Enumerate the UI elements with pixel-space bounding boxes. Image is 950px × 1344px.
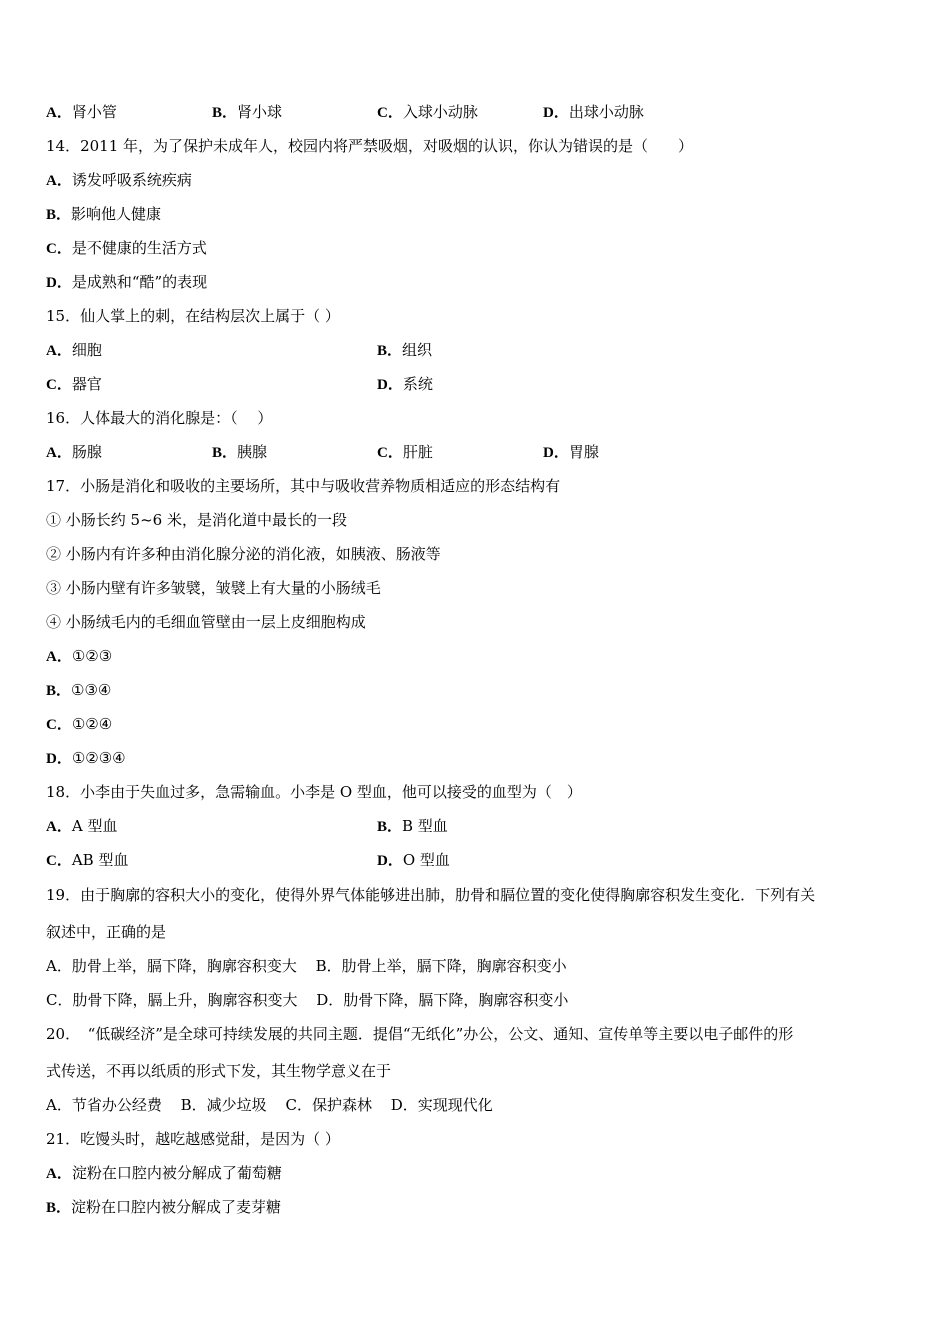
q13-option-d: D．出球小动脉 bbox=[543, 103, 644, 121]
q18-option-c: C．AB 型血 bbox=[46, 851, 129, 869]
q18-option-d: D．O 型血 bbox=[377, 851, 450, 869]
q15-options-row1 bbox=[46, 340, 906, 360]
q19-option-a: A．肋骨上举，膈下降，胸廓容积变大 bbox=[46, 957, 297, 975]
q18-options-row2 bbox=[46, 850, 906, 870]
q17-statement-1: ① 小肠长约 5~6 米，是消化道中最长的一段 bbox=[46, 511, 347, 529]
q16-option-b: B．胰腺 bbox=[212, 443, 268, 461]
q13-options bbox=[46, 102, 906, 122]
q19-options-row1 bbox=[46, 956, 567, 976]
q14-option-d: D．是成熟和“酷”的表现 bbox=[46, 273, 208, 291]
q18-options-row1 bbox=[46, 816, 906, 836]
q21-option-b: B．淀粉在口腔内被分解成了麦芽糖 bbox=[46, 1198, 282, 1216]
q15-options-row2 bbox=[46, 374, 906, 394]
q17-statement-4: ④ 小肠绒毛内的毛细血管壁由一层上皮细胞构成 bbox=[46, 613, 366, 631]
q17-statement-3: ③ 小肠内壁有许多皱襞，皱襞上有大量的小肠绒毛 bbox=[46, 579, 381, 597]
q17-stem: 17．小肠是消化和吸收的主要场所，其中与吸收营养物质相适应的形态结构有 bbox=[46, 477, 561, 495]
q19-option-b: B．肋骨上举，膈下降，胸廓容积变小 bbox=[315, 957, 567, 975]
q19-stem-line2: 叙述中，正确的是 bbox=[46, 923, 167, 941]
q20-stem-line1: 20． “低碳经济”是全球可持续发展的共同主题．提倡“无纸化”办公，公文、通知、宣传单等主要以电子邮件的形 bbox=[46, 1025, 794, 1043]
q19-option-c: C．肋骨下降，膈上升，胸廓容积变大 bbox=[46, 991, 298, 1009]
q15-option-b: B．组织 bbox=[377, 341, 433, 359]
q16-stem: 16．人体最大的消化腺是：（ ） bbox=[46, 409, 273, 427]
q17-option-d: D．①②③④ bbox=[46, 749, 126, 767]
q21-option-a: A．淀粉在口腔内被分解成了葡萄糖 bbox=[46, 1164, 282, 1182]
q14-option-a: A．诱发呼吸系统疾病 bbox=[46, 171, 192, 189]
q15-stem: 15．仙人掌上的刺，在结构层次上属于（ ） bbox=[46, 307, 340, 325]
q18-stem: 18．小李由于失血过多，急需输血。小李是 O 型血，他可以接受的血型为（ ） bbox=[46, 783, 582, 801]
q19-options-row2 bbox=[46, 990, 568, 1010]
q19-option-d: D．肋骨下降，膈下降，胸廓容积变小 bbox=[316, 991, 569, 1009]
q16-option-c: C．肝脏 bbox=[377, 443, 433, 461]
q13-option-b: B．肾小球 bbox=[212, 103, 283, 121]
q16-option-d: D．胃腺 bbox=[543, 443, 599, 461]
q17-statement-2: ② 小肠内有许多种由消化腺分泌的消化液，如胰液、肠液等 bbox=[46, 545, 441, 563]
q19-stem-line1: 19．由于胸廓的容积大小的变化，使得外界气体能够进出肺，肋骨和膈位置的变化使得胸廓容积发生变化．下列有关 bbox=[46, 886, 816, 904]
q17-option-a: A．①②③ bbox=[46, 647, 113, 665]
q15-option-c: C．器官 bbox=[46, 375, 102, 393]
q20-option-d: D．实现现代化 bbox=[390, 1096, 493, 1114]
q14-option-b: B．影响他人健康 bbox=[46, 205, 162, 223]
q17-option-c: C．①②④ bbox=[46, 715, 113, 733]
q13-option-a: A．肾小管 bbox=[46, 103, 117, 121]
q18-option-b: B．B 型血 bbox=[377, 817, 448, 835]
q20-options bbox=[46, 1095, 493, 1115]
q14-option-c: C．是不健康的生活方式 bbox=[46, 239, 207, 257]
q20-option-b: B．减少垃圾 bbox=[180, 1096, 267, 1114]
q15-option-d: D．系统 bbox=[377, 375, 433, 393]
q16-option-a: A．肠腺 bbox=[46, 443, 102, 461]
q14-stem: 14．2011 年，为了保护未成年人，校园内将严禁吸烟，对吸烟的认识，你认为错误的是（ ） bbox=[46, 137, 694, 155]
q20-stem-line2: 式传送，不再以纸质的形式下发，其生物学意义在于 bbox=[46, 1062, 392, 1080]
q20-option-c: C．保护森林 bbox=[285, 1096, 372, 1114]
q18-option-a: A．A 型血 bbox=[46, 817, 118, 835]
q20-option-a: A．节省办公经费 bbox=[46, 1096, 162, 1114]
q21-stem: 21．吃馒头时，越吃越感觉甜，是因为（ ） bbox=[46, 1130, 340, 1148]
q17-option-b: B．①③④ bbox=[46, 681, 112, 699]
q13-option-c: C．入球小动脉 bbox=[377, 103, 478, 121]
q15-option-a: A．细胞 bbox=[46, 341, 102, 359]
q16-options bbox=[46, 442, 906, 462]
